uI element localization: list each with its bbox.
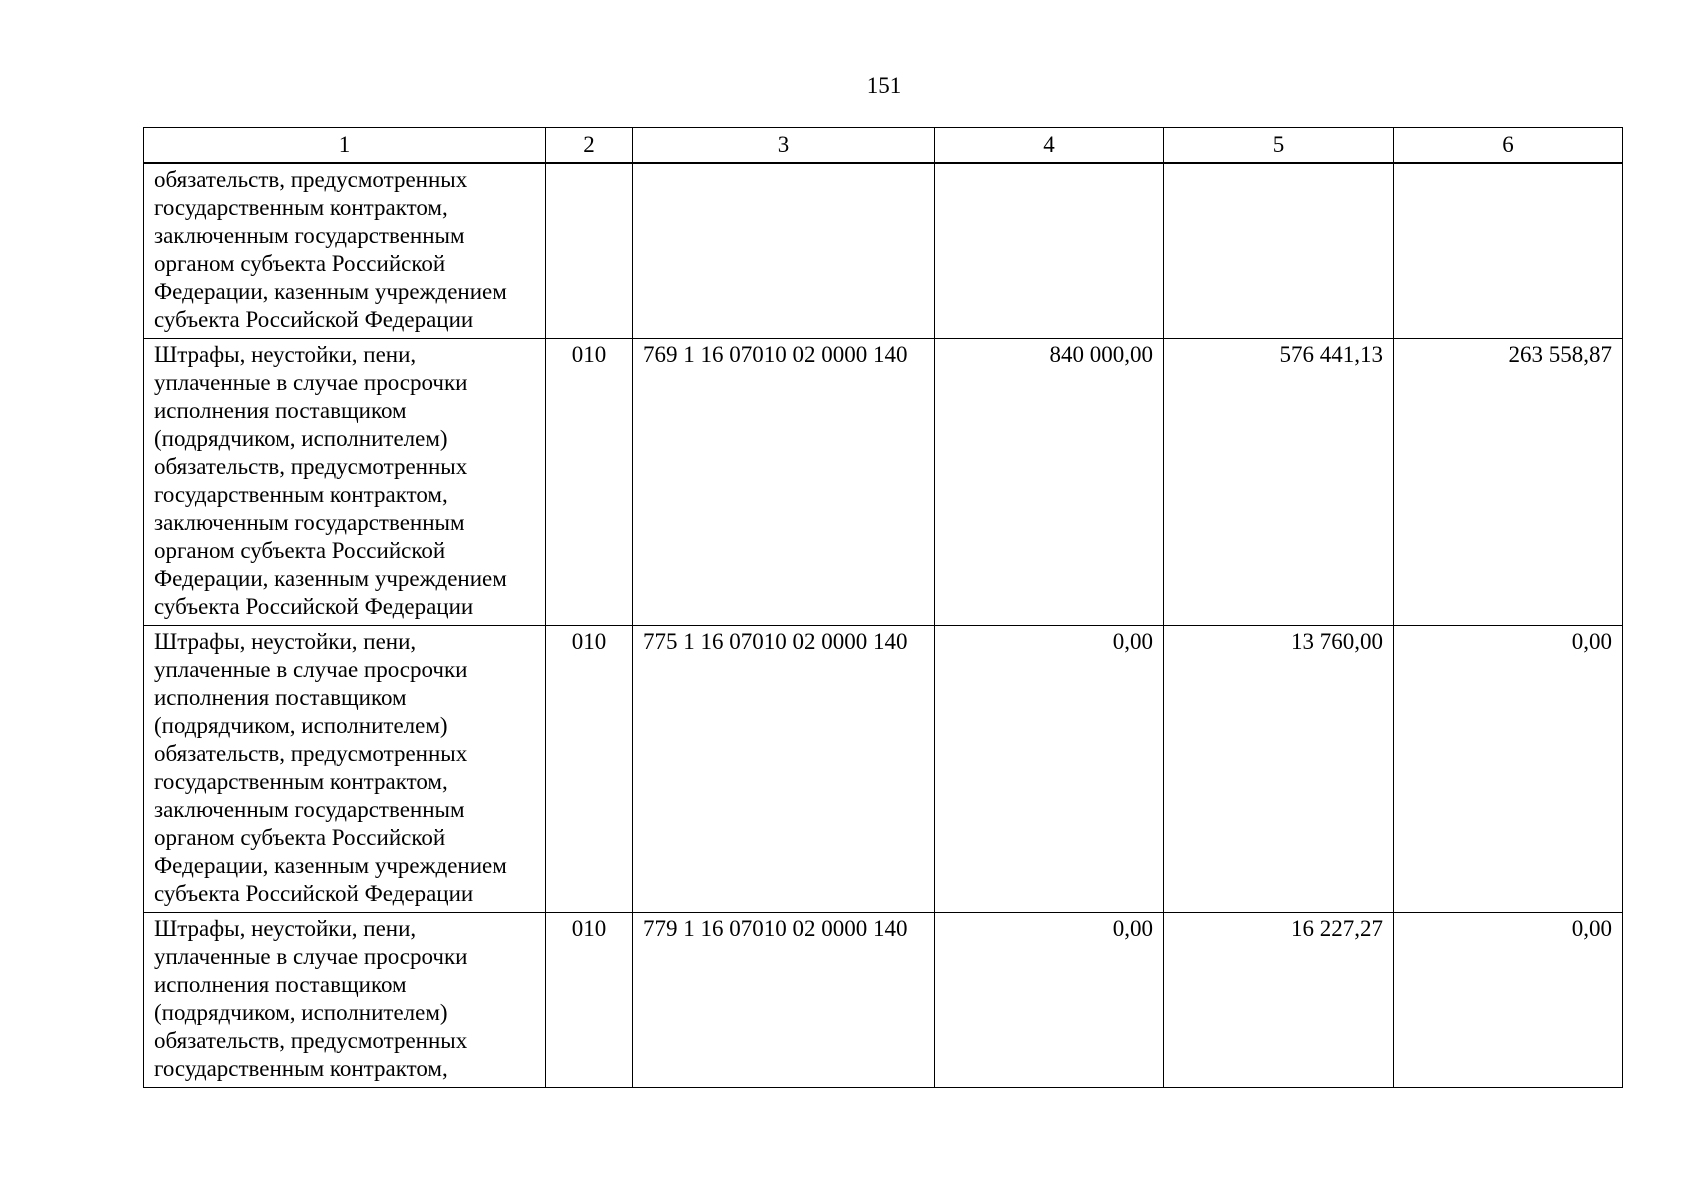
table-header [144,128,1623,164]
row-line-code: 010 [546,913,633,1088]
row-name-cell [144,626,546,913]
row-line-code: 010 [546,339,633,626]
row-approved-amount: 0,00 [935,626,1164,913]
header-col-3: 3 [633,128,935,164]
row-executed-amount: 576 441,13 [1164,339,1394,626]
header-col-4: 4 [935,128,1164,164]
row-unexecuted-amount [1394,163,1623,339]
row-name-text: обязательств, предусмотренных государственным контрактом, заключенным государственным органом субъекта Российской Федерации, казенным учреждением субъекта Российской Федерации [154,167,507,332]
row-approved-amount: 840 000,00 [935,339,1164,626]
row-name-cell [144,163,546,339]
row-budget-code: 779 1 16 07010 02 0000 140 [633,913,935,1088]
row-approved-amount: 0,00 [935,913,1164,1088]
page-number: 151 [866,73,902,98]
row-name-cell [144,339,546,626]
table-row [144,626,1623,913]
table-row [144,913,1623,1088]
row-name-text: Штрафы, неустойки, пени, уплаченные в случае просрочки исполнения поставщиком (подрядчиком, исполнителем) обязательств, предусмотренных государственным контрактом, заключенным государственным органом субъекта Российской Федерации, казенным учреждением субъекта Российской Федерации [154,342,507,619]
row-unexecuted-amount: 263 558,87 [1394,339,1623,626]
row-executed-amount [1164,163,1394,339]
row-approved-amount [935,163,1164,339]
row-unexecuted-amount: 0,00 [1394,626,1623,913]
row-executed-amount: 13 760,00 [1164,626,1394,913]
header-col-5: 5 [1164,128,1394,164]
row-line-code [546,163,633,339]
header-col-2: 2 [546,128,633,164]
row-budget-code: 775 1 16 07010 02 0000 140 [633,626,935,913]
row-budget-code: 769 1 16 07010 02 0000 140 [633,339,935,626]
header-col-6: 6 [1394,128,1623,164]
row-name-cell [144,913,546,1088]
report-table [143,127,1623,1088]
row-name-text: Штрафы, неустойки, пени, уплаченные в случае просрочки исполнения поставщиком (подрядчиком, исполнителем) обязательств, предусмотренных государственным контрактом, [154,916,468,1081]
header-col-1: 1 [144,128,546,164]
header-row [144,128,1623,164]
row-name-text: Штрафы, неустойки, пени, уплаченные в случае просрочки исполнения поставщиком (подрядчиком, исполнителем) обязательств, предусмотренных государственным контрактом, заключенным государственным органом субъекта Российской Федерации, казенным учреждением субъекта Российской Федерации [154,629,507,906]
row-budget-code [633,163,935,339]
table-row [144,163,1623,339]
row-unexecuted-amount: 0,00 [1394,913,1623,1088]
table-row [144,339,1623,626]
table-body [144,163,1623,1088]
row-executed-amount: 16 227,27 [1164,913,1394,1088]
row-line-code: 010 [546,626,633,913]
